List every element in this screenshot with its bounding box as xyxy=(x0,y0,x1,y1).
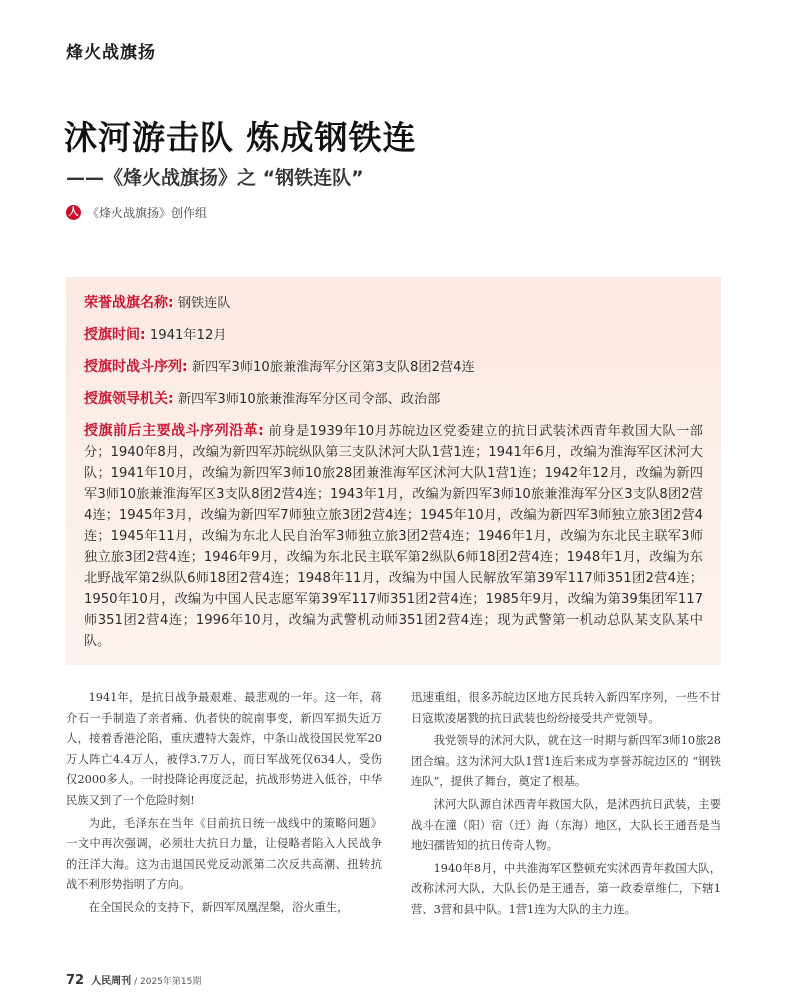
info-value: 钢铁连队 xyxy=(177,296,231,311)
body-paragraph: 我党领导的沭河大队，就在这一时期与新四军3师10旅28团合编。这为沭河大队1营1连后来成为享誉苏皖边区的 “钢铁连队”，提供了舞台，奠定了根基。 xyxy=(411,734,721,789)
issue-label: / 2025年第15期 xyxy=(134,977,202,987)
page-title: 沭河游击队 炼成钢铁连 xyxy=(64,118,417,157)
info-row-time xyxy=(84,325,703,346)
info-row-authority xyxy=(84,389,703,410)
info-label: 荣誉战旗名称: xyxy=(84,295,174,311)
info-label: 授旗时战斗序列: xyxy=(84,359,188,375)
byline xyxy=(66,204,207,221)
info-row-sequence xyxy=(84,357,703,378)
info-value: 新四军3师10旅兼淮海军分区第3支队8团2营4连 xyxy=(191,360,475,375)
magazine-logo-icon: 人 xyxy=(66,205,81,220)
byline-text: 《烽火战旗扬》创作组 xyxy=(87,206,208,220)
body-column-right xyxy=(411,688,721,923)
body-paragraph: 1941年，是抗日战争最艰难、最悲观的一年。这一年，蒋介石一手制造了亲者痛、仇者快的皖南事变，新四军损失近万人，接着香港沦陷，重庆遭特大轰炸，中条山战役国民党军20万人阵亡4.4万人，被俘3.7万人，而日军战死仅634人，受伤仅2000多人。一时投降论再度泛起，抗战形势进入低谷，中华民族又到了一个危险时刻! xyxy=(66,691,382,807)
column-tag: 烽火战旗扬 xyxy=(66,43,156,63)
info-label: 授旗时间: xyxy=(84,327,146,343)
page-number: 72 xyxy=(66,973,85,988)
info-value: 新四军3师10旅兼淮海军分区司令部、政治部 xyxy=(177,392,441,407)
info-box xyxy=(66,277,721,665)
body-column-left xyxy=(66,688,382,921)
page-subtitle: ——《烽火战旗扬》之 “钢铁连队” xyxy=(66,167,364,189)
body-paragraph: 迅速重组，很多苏皖边区地方民兵转入新四军序列，一些不甘日寇欺凌屠戮的抗日武装也纷纷接受共产党领导。 xyxy=(411,691,721,725)
magazine-name: 人民周刊 xyxy=(91,976,132,987)
info-label: 授旗前后主要战斗序列沿革: xyxy=(84,423,264,439)
body-paragraph: 在全国民众的支持下，新四军凤凰涅槃，浴火重生， xyxy=(88,900,349,914)
info-row-history xyxy=(84,421,703,652)
info-row-name xyxy=(84,293,703,314)
page-footer xyxy=(66,972,201,988)
info-value: 1941年12月 xyxy=(149,328,227,343)
body-paragraph: 为此，毛泽东在当年《目前抗日统一战线中的策略问题》一文中再次强调，必须壮大抗日力量，让侵略者陷入人民战争的汪洋大海。这为击退国民党反动派第二次反共高潮、扭转抗战不利形势指明了方向。 xyxy=(66,816,382,892)
body-paragraph: 沭河大队源自沭西青年救国大队，是沭西抗日武装，主要战斗在潼（阳）宿（迁）海（东海）地区，大队长王通吾是当地妇孺皆知的抗日传奇人物。 xyxy=(411,797,721,853)
info-label: 授旗领导机关: xyxy=(84,391,174,407)
body-paragraph: 1940年8月，中共淮海军区整顿充实沭西青年救国大队，改称沭河大队，大队长仍是王通吾，第一政委章维仁，下辖1营、3营和县中队。1营1连为大队的主力连。 xyxy=(411,861,721,916)
info-value: 前身是1939年10月苏皖边区党委建立的抗日武装沭西青年救国大队一部分；1940年8月，改编为新四军苏皖纵队第三支队沭河大队1营1连；1941年6月，改编为淮海军区沭河大队；1941年10月，改编为新四军3师10旅28团兼淮海军区沭河大队1营1连；1942年12月，改编为新四军3师10旅兼淮海军区3支队8团2营4连；1943年1月，改编为新四军3师10旅兼淮海军分区3支队8团2营4连；1945年3月，改编为新四军7师独立旅3团2营4连；1945年10月，改编为新四军3师独立旅3团2营4连；1945年11月，改编为东北人民自治军3师独立旅3团2营4连；1946年1月，改编为东北民主联军3师独立旅3团2营4连；1946年9月，改编为东北民主联军第2纵队6师18团2营4连；1948年1月，改编为东北野战军第2纵队6师18团2营4连；1948年11月，改编为中国人民解放军第39军117师351团2营4连；1950年10月，改编为中国人民志愿军第39军117师351团2营4连；1985年9月，改编为第39集团军117师351团2营4连；1996年10月，改编为武警机动师351团2营4连；现为武警第一机动总队某支队某中队。 xyxy=(84,424,703,649)
